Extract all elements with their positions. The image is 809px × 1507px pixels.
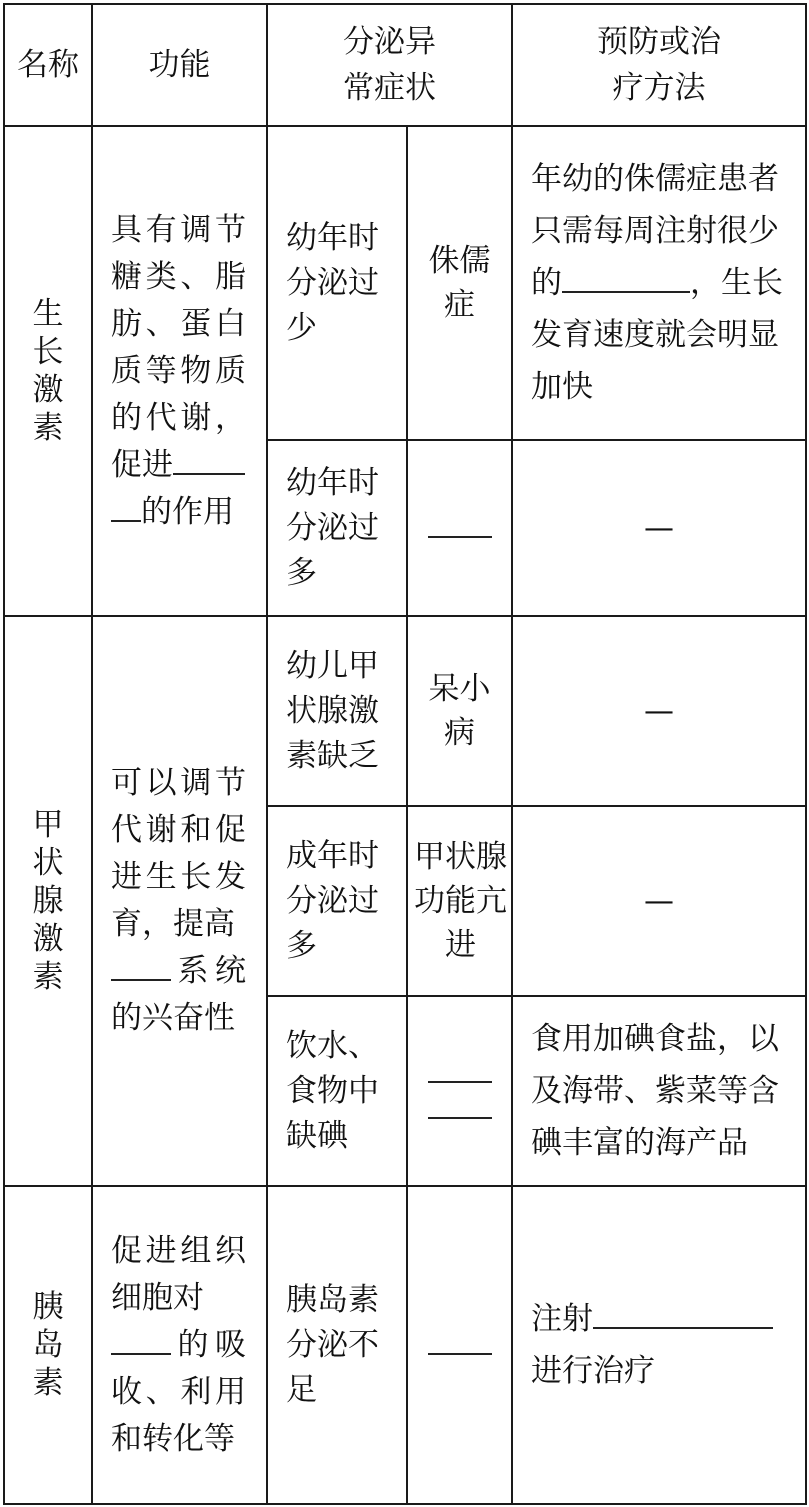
growth-cond2-text: 幼年时分泌过多 <box>286 464 379 591</box>
growth-disease1 <box>407 126 512 440</box>
growth-cond1 <box>267 126 407 440</box>
growth-treat1-blank <box>562 265 690 293</box>
thyroid-treat1 <box>512 616 806 806</box>
thyroid-treat2 <box>512 806 806 996</box>
insulin-function-text-b: 的吸收、利用和转化等 <box>111 1326 246 1457</box>
thyroid-disease3-blank-1 <box>428 1055 492 1083</box>
thyroid-function-cell <box>92 616 267 1186</box>
growth-treat2 <box>512 440 806 616</box>
insulin-disease-blank <box>428 1327 492 1355</box>
growth-function-cell <box>92 126 267 616</box>
growth-function-blank-2 <box>111 494 141 522</box>
growth-disease2-blank-cell <box>407 440 512 616</box>
thyroid-disease1 <box>407 616 512 806</box>
insulin-cond1 <box>267 1186 407 1504</box>
insulin-row <box>4 1186 806 1504</box>
header-treatment <box>512 4 806 126</box>
thyroid-function-text-a: 可以调节代谢和促进生长发育，提高 <box>111 765 246 942</box>
thyroid-cond1-text: 幼儿甲状腺激素缺乏 <box>286 647 379 774</box>
thyroid-function-text-b: 系统的兴奋性 <box>111 953 246 1036</box>
thyroid-cond3-text: 饮水、食物中缺碘 <box>286 1027 379 1154</box>
thyroid-row-1 <box>4 616 806 806</box>
insulin-function-blank <box>111 1327 171 1355</box>
thyroid-cond2-text: 成年时分泌过多 <box>286 837 379 964</box>
header-function <box>92 4 267 126</box>
header-treatment-line2: 疗方法 <box>612 70 706 106</box>
growth-disease2-blank <box>428 510 492 538</box>
thyroid-cond1 <box>267 616 407 806</box>
hormone-table <box>3 3 807 1505</box>
thyroid-name: 甲状腺激素 <box>32 807 64 995</box>
growth-name: 生长激素 <box>32 296 64 446</box>
thyroid-cond3 <box>267 996 407 1186</box>
growth-function-blank-1 <box>173 447 245 475</box>
thyroid-treat2-text: — <box>644 883 674 919</box>
header-treatment-line1: 预防或治 <box>597 24 721 60</box>
thyroid-disease2-text: 甲状腺功能亢进 <box>414 839 507 963</box>
growth-cond2 <box>267 440 407 616</box>
growth-function-text-b: 的作用 <box>141 493 234 530</box>
insulin-name-cell <box>4 1186 92 1504</box>
insulin-name: 胰岛素 <box>32 1289 64 1401</box>
insulin-treat-text-b: 进行治疗 <box>531 1353 655 1389</box>
thyroid-treat3-text: 食用加碘食盐，以及海带、紫菜等含碘丰富的海产品 <box>531 1021 779 1161</box>
growth-treat1-text-b: ，生长发育速度就会明显加快 <box>531 265 783 405</box>
header-symptom-line2: 常症状 <box>343 70 436 106</box>
thyroid-name-cell <box>4 616 92 1186</box>
growth-treat2-text: — <box>644 510 674 546</box>
header-row <box>4 4 806 126</box>
thyroid-cond2 <box>267 806 407 996</box>
insulin-cond1-text: 胰岛素分泌不足 <box>286 1281 379 1408</box>
growth-treat1 <box>512 126 806 440</box>
header-name-text: 名称 <box>17 47 79 83</box>
thyroid-disease2 <box>407 806 512 996</box>
header-symptom-line1: 分泌异 <box>343 24 436 60</box>
thyroid-function-blank <box>111 953 171 981</box>
header-name <box>4 4 92 126</box>
insulin-function-cell <box>92 1186 267 1504</box>
header-symptom <box>267 4 512 126</box>
insulin-treat-blank <box>593 1301 773 1329</box>
insulin-treat-text-a: 注射 <box>531 1301 593 1337</box>
insulin-treat <box>512 1186 806 1504</box>
growth-disease1-text: 侏儒症 <box>428 243 491 323</box>
thyroid-treat3 <box>512 996 806 1186</box>
growth-cond1-text: 幼年时分泌过少 <box>286 219 379 346</box>
insulin-disease-blank-cell <box>407 1186 512 1504</box>
header-function-text: 功能 <box>148 47 211 83</box>
thyroid-disease3-blank-2 <box>428 1091 492 1119</box>
thyroid-treat1-text: — <box>644 693 674 729</box>
growth-treat1-text-a: 年幼的侏儒症患者只需每周注射很少的 <box>531 161 779 301</box>
growth-function-text-a: 具有调节糖类、脂肪、蛋白质等物质的代谢，促进 <box>111 211 246 483</box>
insulin-function-text-a: 促进组织细胞对 <box>111 1232 246 1316</box>
growth-row-1 <box>4 126 806 440</box>
thyroid-disease3-blank-cell <box>407 996 512 1186</box>
thyroid-disease1-text: 呆小病 <box>428 671 491 751</box>
growth-name-cell <box>4 126 92 616</box>
